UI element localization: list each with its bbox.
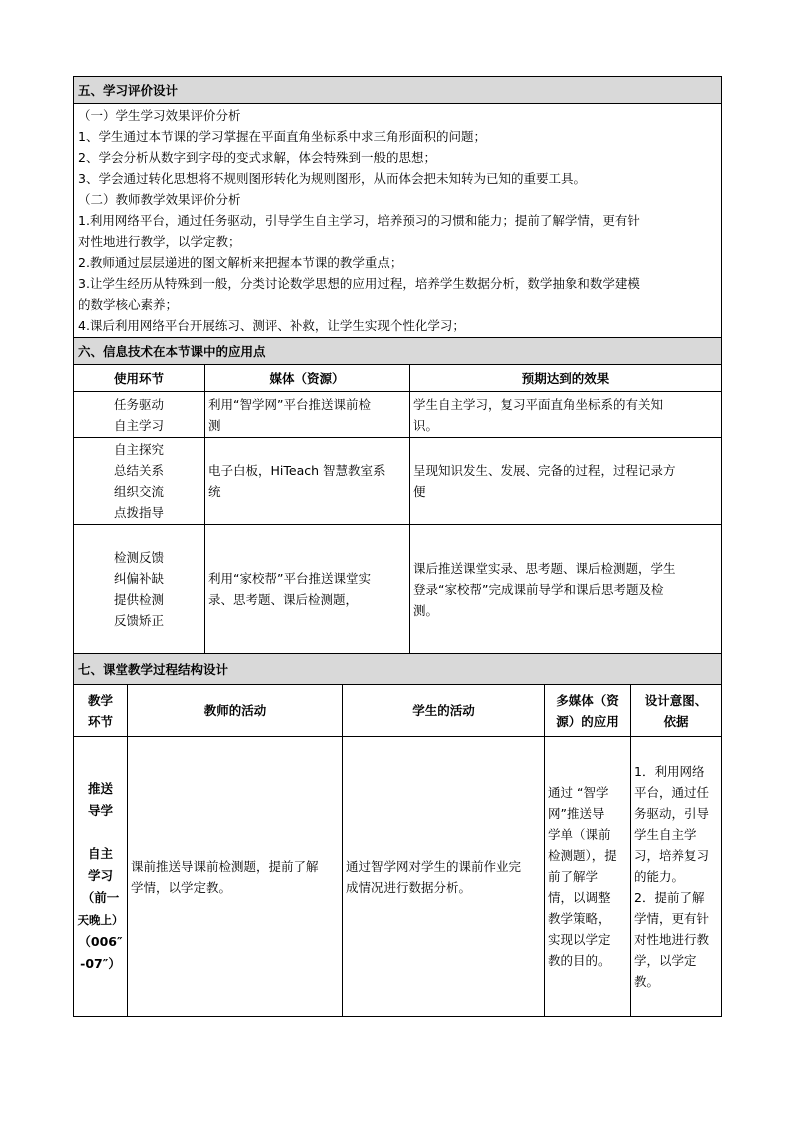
media-line: 实现以学定	[548, 932, 611, 947]
student-line: 通过智学网对学生的课前作业完	[346, 858, 522, 874]
intent-line: 务驱动，引导	[634, 806, 710, 821]
teacher-line: 学情，以学定教。	[131, 879, 232, 895]
process-header-row	[74, 685, 722, 737]
evaluation-and-tech-table	[73, 76, 722, 654]
header-line: 教学	[87, 692, 113, 708]
media-line: 通过 “智学	[548, 785, 609, 800]
media-line: 利用“智学网”平台推送课前检	[208, 396, 371, 412]
step-line: 天晚上）	[77, 913, 124, 927]
media-line: 前了解学	[548, 869, 599, 884]
step-line: 学习	[87, 868, 113, 883]
intent-line: 教。	[634, 974, 660, 989]
s5-line: 对性地进行教学，以学定教；	[78, 234, 241, 249]
s5-line: 2.教师通过层层递进的图文解析来把握本节课的教学重点；	[78, 255, 403, 270]
intent-line: 对性地进行教	[634, 932, 710, 947]
s5-line: 1.利用网络平台，通过任务驱动，引导学生自主学习，培养预习的习惯和能力；提前了解学情，更有针	[78, 213, 640, 228]
s5-line: 的数学核心素养；	[78, 297, 179, 312]
phase-line: 组织交流	[113, 484, 164, 499]
phase-line: 纠偏补缺	[113, 571, 164, 586]
col-header-student: 学生的活动	[343, 685, 545, 737]
media-application	[545, 737, 631, 1017]
col-header-intent	[631, 685, 722, 737]
media-line: 检测题），提	[548, 848, 617, 863]
section-7-heading-row	[74, 654, 722, 685]
phase-line: 检测反馈	[113, 550, 164, 565]
effect-line: 课后推送课堂实录、思考题、课后检测题，学生	[413, 560, 676, 576]
section-5-heading: 五、学习评价设计	[74, 77, 722, 104]
tech-row-effect	[410, 438, 722, 525]
tech-row-phase	[74, 525, 205, 654]
tech-row	[74, 438, 722, 525]
col-header-media: 媒体（资源）	[205, 365, 410, 392]
phase-line: 总结关系	[113, 463, 164, 478]
header-line: 源）的应用	[556, 713, 619, 729]
col-header-phase: 使用环节	[74, 365, 205, 392]
media-line: 利用“家校帮”平台推送课堂实	[208, 571, 371, 586]
intent-line: 1．利用网络	[634, 764, 705, 779]
step-line: （前一	[81, 890, 120, 905]
tech-row-media	[205, 438, 410, 525]
s5-line: 2、学会分析从数字到字母的变式求解，体会特殊到一般的思想；	[78, 150, 436, 165]
tech-row	[74, 392, 722, 438]
header-line: 环节	[87, 713, 113, 729]
s5-line: 3、学会通过转化思想将不规则图形转化为规则图形，从而体会把未知转为已知的重要工具。	[78, 171, 586, 186]
s5-line: 3.让学生经历从特殊到一般，分类讨论数学思想的应用过程，培养学生数据分析，数学抽象和数学建模	[78, 276, 640, 291]
intent-line: 2．提前了解	[634, 890, 705, 905]
col-header-effect: 预期达到的效果	[410, 365, 722, 392]
phase-line: 自主探究	[113, 442, 164, 457]
media-line: 教的目的。	[548, 953, 611, 968]
phase-line: 提供检测	[113, 592, 164, 607]
header-line: 设计意图、	[644, 692, 708, 708]
step-line: -07″）	[80, 956, 121, 971]
step-line: 自主	[87, 846, 113, 861]
student-line: 成情况进行数据分析。	[346, 879, 472, 895]
header-line: 依据	[663, 713, 689, 729]
phase-line: 任务驱动	[113, 396, 164, 412]
media-line: 录、思考题、课后检测题，	[208, 592, 359, 607]
section-6-heading-row	[74, 338, 722, 365]
effect-line: 登录“家校帮”完成课前导学和课后思考题及检	[413, 581, 664, 597]
tech-row-effect	[410, 392, 722, 438]
phase-line: 反馈矫正	[113, 613, 164, 628]
design-intent	[631, 737, 722, 1017]
col-header-media	[545, 685, 631, 737]
section-7-heading: 七、课堂教学过程结构设计	[74, 654, 722, 685]
section-6-header-row	[74, 365, 722, 392]
section-6-heading: 六、信息技术在本节课中的应用点	[74, 338, 722, 365]
s5-line: 1、学生通过本节课的学习掌握在平面直角坐标系中求三角形面积的问题；	[78, 129, 486, 144]
phase-line: 自主学习	[113, 417, 164, 433]
media-line: 电子白板，HiTeach 智慧教室系	[208, 463, 386, 478]
process-row	[74, 737, 722, 1017]
tech-row-media	[205, 392, 410, 438]
effect-line: 便	[413, 484, 426, 499]
step-line: 导学	[87, 803, 113, 818]
process-step	[74, 737, 128, 1017]
s5-line: （一）学生学习效果评价分析	[78, 108, 241, 123]
phase-line: 点拨指导	[113, 505, 164, 520]
section-5-heading-row	[74, 77, 722, 104]
intent-line: 学生自主学	[634, 827, 697, 842]
effect-line: 测。	[413, 602, 439, 618]
teacher-line: 课前推送导课前检测题，提前了解	[131, 858, 319, 874]
tech-row-phase	[74, 392, 205, 438]
effect-line: 学生自主学习，复习平面直角坐标系的有关知	[413, 396, 664, 412]
col-header-teacher: 教师的活动	[128, 685, 343, 737]
tech-row-effect	[410, 525, 722, 654]
media-line: 学单（课前	[548, 827, 611, 842]
intent-line: 学，以学定	[634, 953, 697, 968]
tech-row-media	[205, 525, 410, 654]
effect-line: 呈现知识发生、发展、完备的过程，过程记录方	[413, 463, 676, 478]
student-activity	[343, 737, 545, 1017]
step-line: （006″	[78, 934, 123, 949]
intent-line: 习，培养复习	[634, 848, 710, 863]
tech-row	[74, 525, 722, 654]
intent-line: 学情，更有针	[634, 911, 710, 926]
intent-line: 的能力。	[634, 869, 685, 884]
effect-line: 识。	[413, 417, 439, 433]
intent-line: 平台，通过任	[634, 785, 710, 800]
media-line: 统	[208, 484, 221, 499]
media-line: 网”推送导	[548, 806, 605, 821]
tech-row-phase	[74, 438, 205, 525]
media-line: 情，以调整	[548, 890, 611, 905]
teacher-activity	[128, 737, 343, 1017]
media-line: 测	[208, 417, 221, 433]
lesson-plan-document	[73, 76, 721, 1017]
section-5-body	[74, 104, 722, 338]
s5-line: （二）教师教学效果评价分析	[78, 192, 241, 207]
media-line: 教学策略，	[548, 911, 611, 926]
header-line: 多媒体（资	[556, 692, 619, 708]
col-header-step	[74, 685, 128, 737]
s5-line: 4.课后利用网络平台开展练习、测评、补救，让学生实现个性化学习；	[78, 318, 465, 333]
section-5-body-row	[74, 104, 722, 338]
teaching-process-table	[73, 653, 722, 1017]
step-line: 推送	[87, 781, 113, 796]
